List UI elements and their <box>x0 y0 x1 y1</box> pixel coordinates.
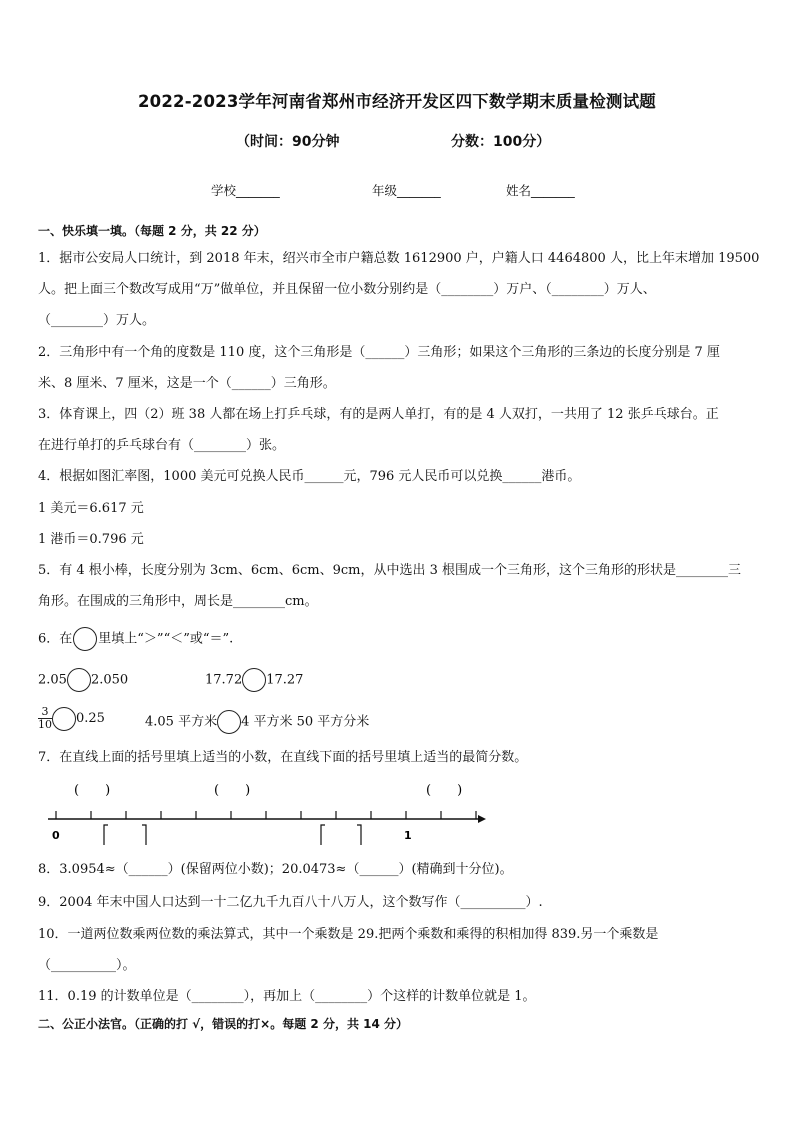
q6-item-b <box>205 668 303 692</box>
q4-line1: 4．根据如图汇率图，1000 美元可兑换人民币______元，796 元人民币可以兑换______港币。 <box>38 469 581 484</box>
q6-item-c <box>38 706 105 731</box>
q6-d-left: 4.05 平方米 <box>145 714 218 730</box>
q6-d-blank-circle[interactable] <box>217 710 241 734</box>
number-line <box>38 775 498 845</box>
tick-marks <box>56 811 476 819</box>
q6-d-right: 4 平方米 50 平方分米 <box>241 714 370 730</box>
q6-prompt <box>38 627 233 651</box>
q6-prompt-pre: 6．在 <box>38 631 73 647</box>
q7-line1: 7．在直线上面的括号里填上适当的小数，在直线下面的括号里填上适当的最简分数。 <box>38 750 528 765</box>
q6-b-right: 17.27 <box>266 672 304 688</box>
school-field: 学校_______ <box>211 183 280 198</box>
q6-c-blank-circle[interactable] <box>52 707 76 731</box>
q6-prompt-post: 里填上“＞”“＜”或“＝”. <box>98 631 234 647</box>
top-bracket-3[interactable]: ( ) <box>426 783 463 798</box>
page-title: 2022-2023学年河南省郑州市经济开发区四下数学期末质量检测试题 <box>138 92 656 111</box>
exam-time: （时间：90分钟 <box>236 134 340 150</box>
q3-line2: 在进行单打的乒乓球台有（________）张。 <box>38 438 286 453</box>
q6-item-d <box>145 710 369 734</box>
q9-line: 9．2004 年末中国人口达到一十二亿九千九百八十八万人，这个数写作（__________）. <box>38 895 543 910</box>
q6-b-left: 17.72 <box>205 672 243 688</box>
q6-c-fraction <box>38 706 52 731</box>
section-1-heading: 一、快乐填一填。（每题 2 分，共 22 分） <box>38 224 266 238</box>
q10-line2: （__________）。 <box>38 958 136 973</box>
q4-rate-usd: 1 美元＝6.617 元 <box>38 501 144 516</box>
fraction-denominator: 10 <box>38 718 52 731</box>
q2-line2: 米、8 厘米、7 厘米，这是一个（______）三角形。 <box>38 376 336 391</box>
q6-b-blank-circle[interactable] <box>242 668 266 692</box>
q5-line2: 角形。在围成的三角形中，周长是________cm。 <box>38 594 318 609</box>
label-one: 1 <box>404 829 412 842</box>
q10-line1: 10．一道两位数乘两位数的乘法算式，其中一个乘数是 29.把两个乘数和乘得的积相加得 839.另一个乘数是 <box>38 927 659 942</box>
q6-a-blank-circle[interactable] <box>67 668 91 692</box>
section-2-heading: 二、公正小法官。（正确的打 √，错误的打×。每题 2 分，共 14 分） <box>38 1017 408 1031</box>
label-zero: 0 <box>52 829 60 842</box>
q6-item-a <box>38 668 128 692</box>
exam-score: 分数：100分） <box>451 134 551 150</box>
q6-a-left: 2.05 <box>38 672 67 688</box>
q8-line: 8．3.0954≈（______）(保留两位小数)；20.0473≈（______）(精确到十分位)。 <box>38 862 513 877</box>
bottom-bracket-2[interactable] <box>321 825 361 845</box>
q11-line: 11．0.19 的计数单位是（________），再加上（________）个这样的计数单位就是 1。 <box>38 989 536 1004</box>
q1-line1: 1．据市公安局人口统计，到 2018 年末，绍兴市全市户籍总数 1612900 户，户籍人口 4464800 人，比上年末增加 19500 <box>38 251 760 266</box>
q6-c-right: 0.25 <box>76 711 105 726</box>
compare-circle-icon <box>73 627 97 651</box>
top-bracket-2[interactable]: ( ) <box>214 783 251 798</box>
q1-line3: （________）万人。 <box>38 313 156 328</box>
q5-line1: 5．有 4 根小棒，长度分别为 3cm、6cm、6cm、9cm，从中选出 3 根围成一个三角形，这个三角形的形状是________三 <box>38 563 741 578</box>
q6-a-right: 2.050 <box>90 672 129 688</box>
fraction-numerator: 3 <box>41 705 49 718</box>
q4-rate-hkd: 1 港币＝0.796 元 <box>38 532 144 547</box>
grade-field: 年级_______ <box>372 183 441 198</box>
arrow-right-icon <box>478 815 486 823</box>
top-bracket-1[interactable]: ( ) <box>74 783 111 798</box>
bottom-bracket-1[interactable] <box>104 825 146 845</box>
q3-line1: 3．体育课上，四（2）班 38 人都在场上打乒乓球，有的是两人单打，有的是 4 人双打，一共用了 12 张乒乓球台。正 <box>38 407 719 422</box>
q1-line2: 人。把上面三个数改写成用“万”做单位，并且保留一位小数分别约是（________）万户、（________）万人、 <box>38 282 656 297</box>
q2-line1: 2．三角形中有一个角的度数是 110 度，这个三角形是（______）三角形；如果这个三角形的三条边的长度分别是 7 厘 <box>38 345 720 360</box>
name-field: 姓名_______ <box>506 183 575 198</box>
